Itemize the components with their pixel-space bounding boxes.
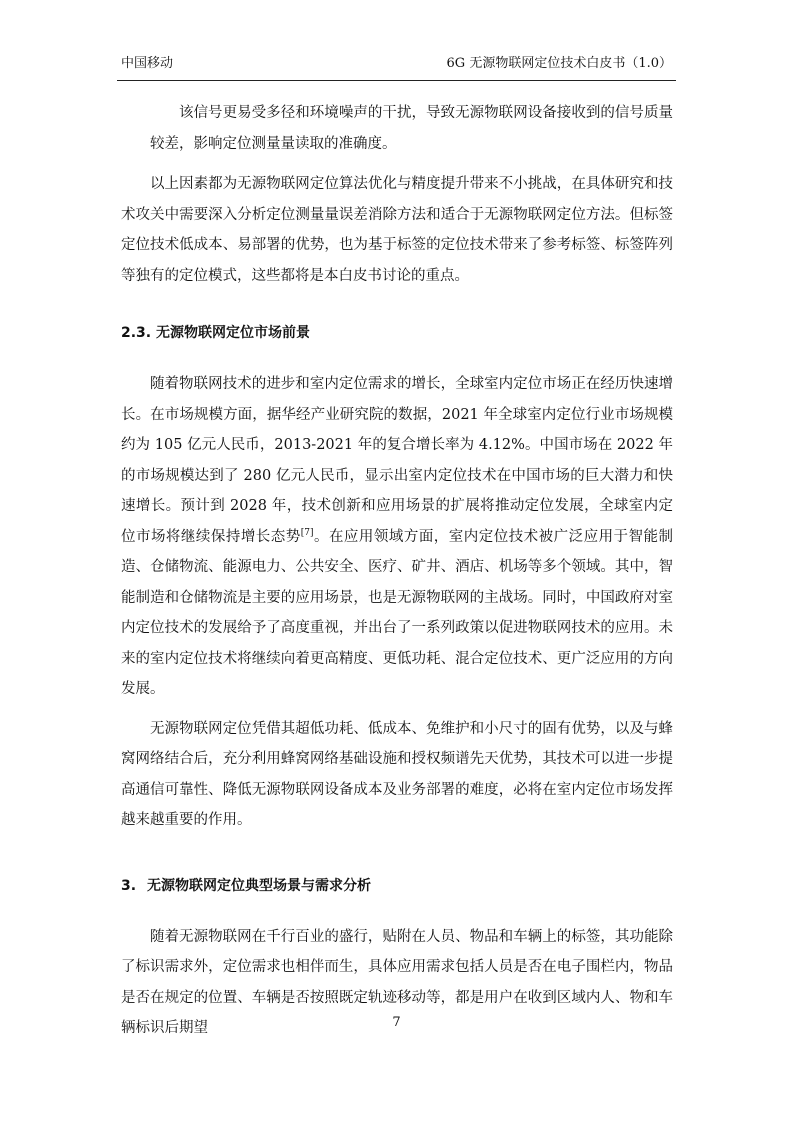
market-paragraph-text-a: 随着物联网技术的进步和室内定位需求的增长，全球室内定位市场正在经历快速增长。在市场规模方面，据华经产业研究院的数据，2021 年全球室内定位行业市场规模约为 105 亿元人民币，2013-2021 年的复合增长率为 4.12%。中国市场在 2022 年的市场规模达到了 280 亿元人民币，显示出室内定位技术在中国市场的巨大潜力和快速增长。预计到 2028 年，技术创新和应用场景的扩展将推动定位发展，全球室内定位市场将继续保持增长态势: [121, 376, 673, 545]
header-divider: [117, 80, 676, 81]
citation-ref-7: [7]: [300, 527, 314, 538]
header-org-name: 中国移动: [121, 56, 174, 71]
page-body: [121, 98, 673, 1044]
scenario-paragraph: 随着无源物联网在千行百业的盛行，贴附在人员、物品和车辆上的标签，其功能除了标识需求外，定位需求也相伴而生，具体应用需求包括人员是否在电子围栏内，物品是否在规定的位置、车辆是否按照既定轨迹移动等，都是用户在收到区域内人、物和车辆标识后期望: [121, 928, 673, 1036]
market-paragraph: [121, 369, 673, 705]
section-number: 3.: [121, 877, 137, 894]
advantage-paragraph: 无源物联网定位凭借其超低功耗、低成本、免维护和小尺寸的固有优势，以及与蜂窝网络结合后，充分利用蜂窝网络基础设施和授权频谱先天优势，其技术可以进一步提高通信可靠性、降低无源物联网设备成本及业务部署的难度，必将在室内定位市场发挥越来越重要的作用。: [121, 720, 673, 828]
summary-paragraph: 以上因素都为无源物联网定位算法优化与精度提升带来不小挑战，在具体研究和技术攻关中需要深入分析定位测量量误差消除方法和适合于无源物联网定位方法。但标签定位技术低成本、易部署的优势，也为基于标签的定位技术带来了参考标签、标签阵列等独有的定位模式，这些都将是本白皮书讨论的重点。: [121, 176, 673, 284]
market-paragraph-text-b: 。在应用领域方面，室内定位技术被广泛应用于智能制造、仓储物流、能源电力、公共安全、医疗、矿井、酒店、机场等多个领域。其中，智能制造和仓储物流是主要的应用场景，也是无源物联网的主战场。同时，中国政府对室内定位技术的发展给予了高度重视，并出台了一系列政策以促进物联网技术的应用。未来的室内定位技术将继续向着更高精度、更低功耗、混合定位技术、更广泛应用的方向发展。: [121, 528, 673, 697]
section-title: 无源物联网定位典型场景与需求分析: [147, 877, 371, 894]
page-number: 7: [392, 1015, 401, 1030]
section-heading-2-3: 2.3. 无源物联网定位市场前景: [121, 325, 310, 341]
section-heading-3: [121, 876, 673, 896]
header-document-title: 6G 无源物联网定位技术白皮书（1.0）: [446, 56, 672, 71]
continuation-paragraph: 该信号更易受多径和环境噪声的干扰，导致无源物联网设备接收到的信号质量较差，影响定位测量量读取的准确度。: [150, 105, 673, 152]
